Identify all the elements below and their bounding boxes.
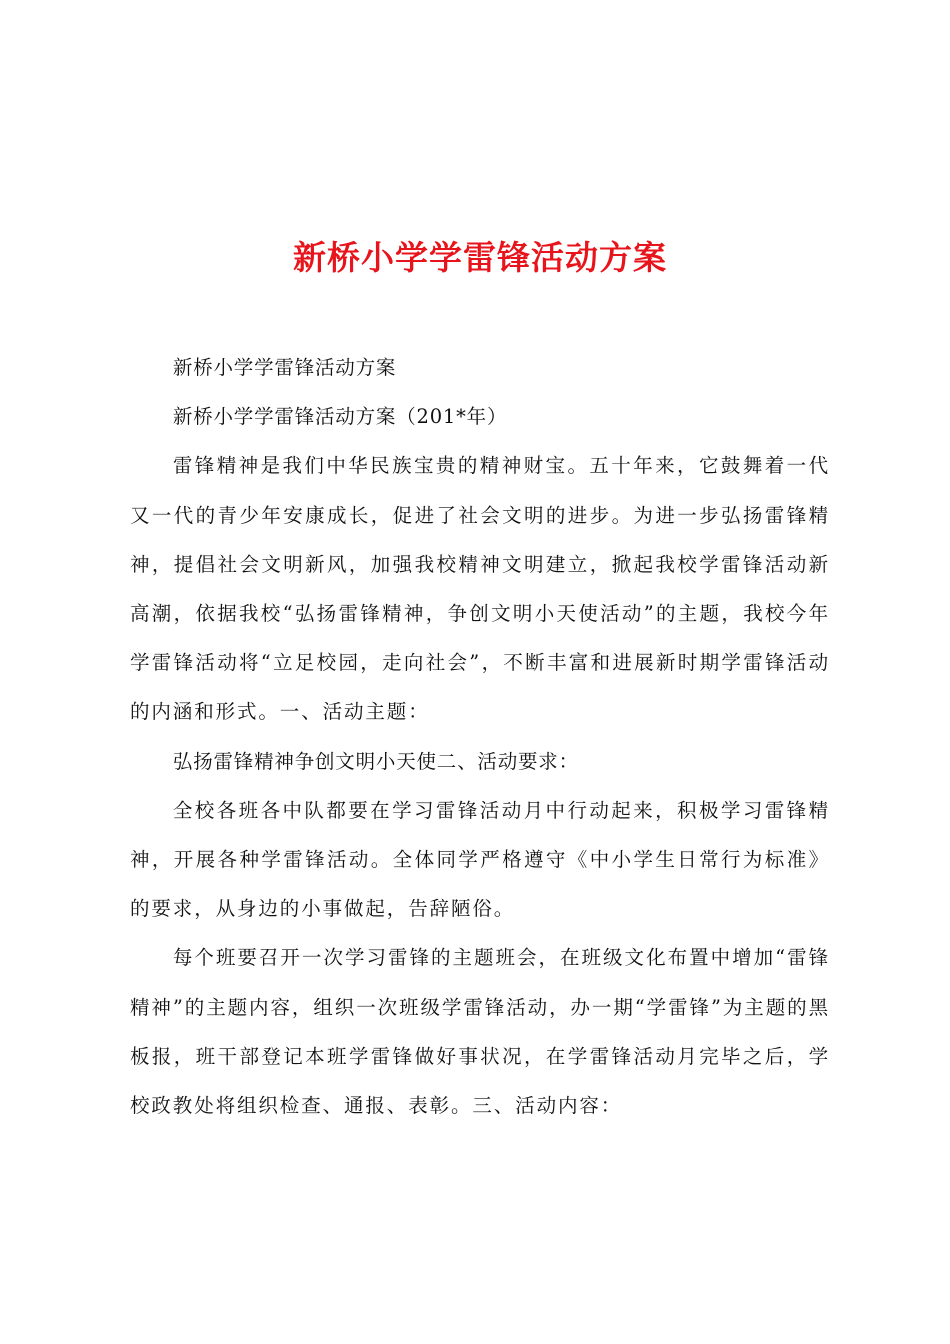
document-body [130,343,830,1130]
paragraph-subtitle: 新桥小学学雷锋活动方案 [172,356,397,379]
paragraph-subtitle-year: 新桥小学学雷锋活动方案（201*年） [172,405,508,429]
document-title: 新桥小学学雷锋活动方案 [293,238,667,278]
paragraph-requirements: 全校各班各中队都要在学习雷锋活动月中行动起来，积极学习雷锋精神，开展各种学雷锋活动。全体同学严格遵守《中小学生日常行为标准》的要求，从身边的小事做起，告辞陋俗。 [130,798,830,921]
paragraph-class-activities: 每个班要召开一次学习雷锋的主题班会，在班级文化布置中增加“雷锋精神”的主题内容，组织一次班级学雷锋活动，办一期“学雷锋”为主题的黑板报，班干部登记本班学雷锋做好事状况，在学雷锋活动月完毕之后，学校政教处将组织检查、通报、表彰。三、活动内容： [130,946,830,1118]
paragraph-intro: 雷锋精神是我们中华民族宝贵的精神财宝。五十年来，它鼓舞着一代又一代的青少年安康成长，促进了社会文明的进步。为进一步弘扬雷锋精神，提倡社会文明新风，加强我校精神文明建立，掀起我校学雷锋活动新高潮，依据我校“弘扬雷锋精神，争创文明小天使活动”的主题，我校今年学雷锋活动将“立足校园，走向社会”，不断丰富和进展新时期学雷锋活动的内涵和形式。一、活动主题： [130,454,830,724]
paragraph-theme: 弘扬雷锋精神争创文明小天使二、活动要求： [172,749,579,773]
